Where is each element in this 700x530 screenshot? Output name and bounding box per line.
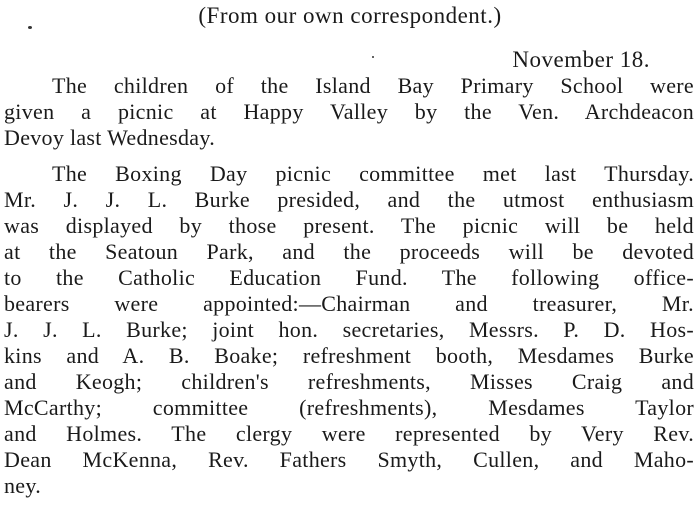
paragraph-2-line-11: and Holmes. The clergy were represented by Very Rev. <box>4 421 694 446</box>
paragraph-2-line-6: bearers were appointed:—Chairman and treasurer, Mr. <box>4 291 694 316</box>
print-speck <box>372 56 374 58</box>
paragraph-1-line-1: The children of the Island Bay Primary School were <box>52 73 694 98</box>
paragraph-1-line-2: given a picnic at Happy Valley by the Ven. Archdeacon <box>4 99 694 124</box>
paragraph-2-line-7: J. J. L. Burke; joint hon. secretaries, Messrs. P. D. Hos- <box>4 317 694 342</box>
paragraph-2-line-5: to the Catholic Education Fund. The following office- <box>4 265 694 290</box>
paragraph-2-line-10: McCarthy; committee (refreshments), Mesdames Taylor <box>4 395 694 420</box>
paragraph-1-line-3: Devoy last Wednesday. <box>4 125 216 150</box>
paragraph-2-line-13: ney. <box>4 473 42 498</box>
paragraph-2-line-1: The Boxing Day picnic committee met last Thursday. <box>52 161 694 186</box>
paragraph-2-line-4: at the Seatoun Park, and the proceeds will be devoted <box>4 239 694 264</box>
paragraph-2-line-2: Mr. J. J. L. Burke presided, and the utmost enthusiasm <box>4 187 694 212</box>
paragraph-2-line-8: kins and A. B. Boake; refreshment booth, Mesdames Burke <box>4 343 694 368</box>
paragraph-2-line-12: Dean McKenna, Rev. Fathers Smyth, Cullen, and Maho- <box>4 447 694 472</box>
paragraph-2-line-9: and Keogh; children's refreshments, Misses Craig and <box>4 369 694 394</box>
dateline: November 18. <box>512 47 650 72</box>
paragraph-2-line-3: was displayed by those present. The picnic will be held <box>4 213 694 238</box>
byline: (From our own correspondent.) <box>198 3 502 28</box>
